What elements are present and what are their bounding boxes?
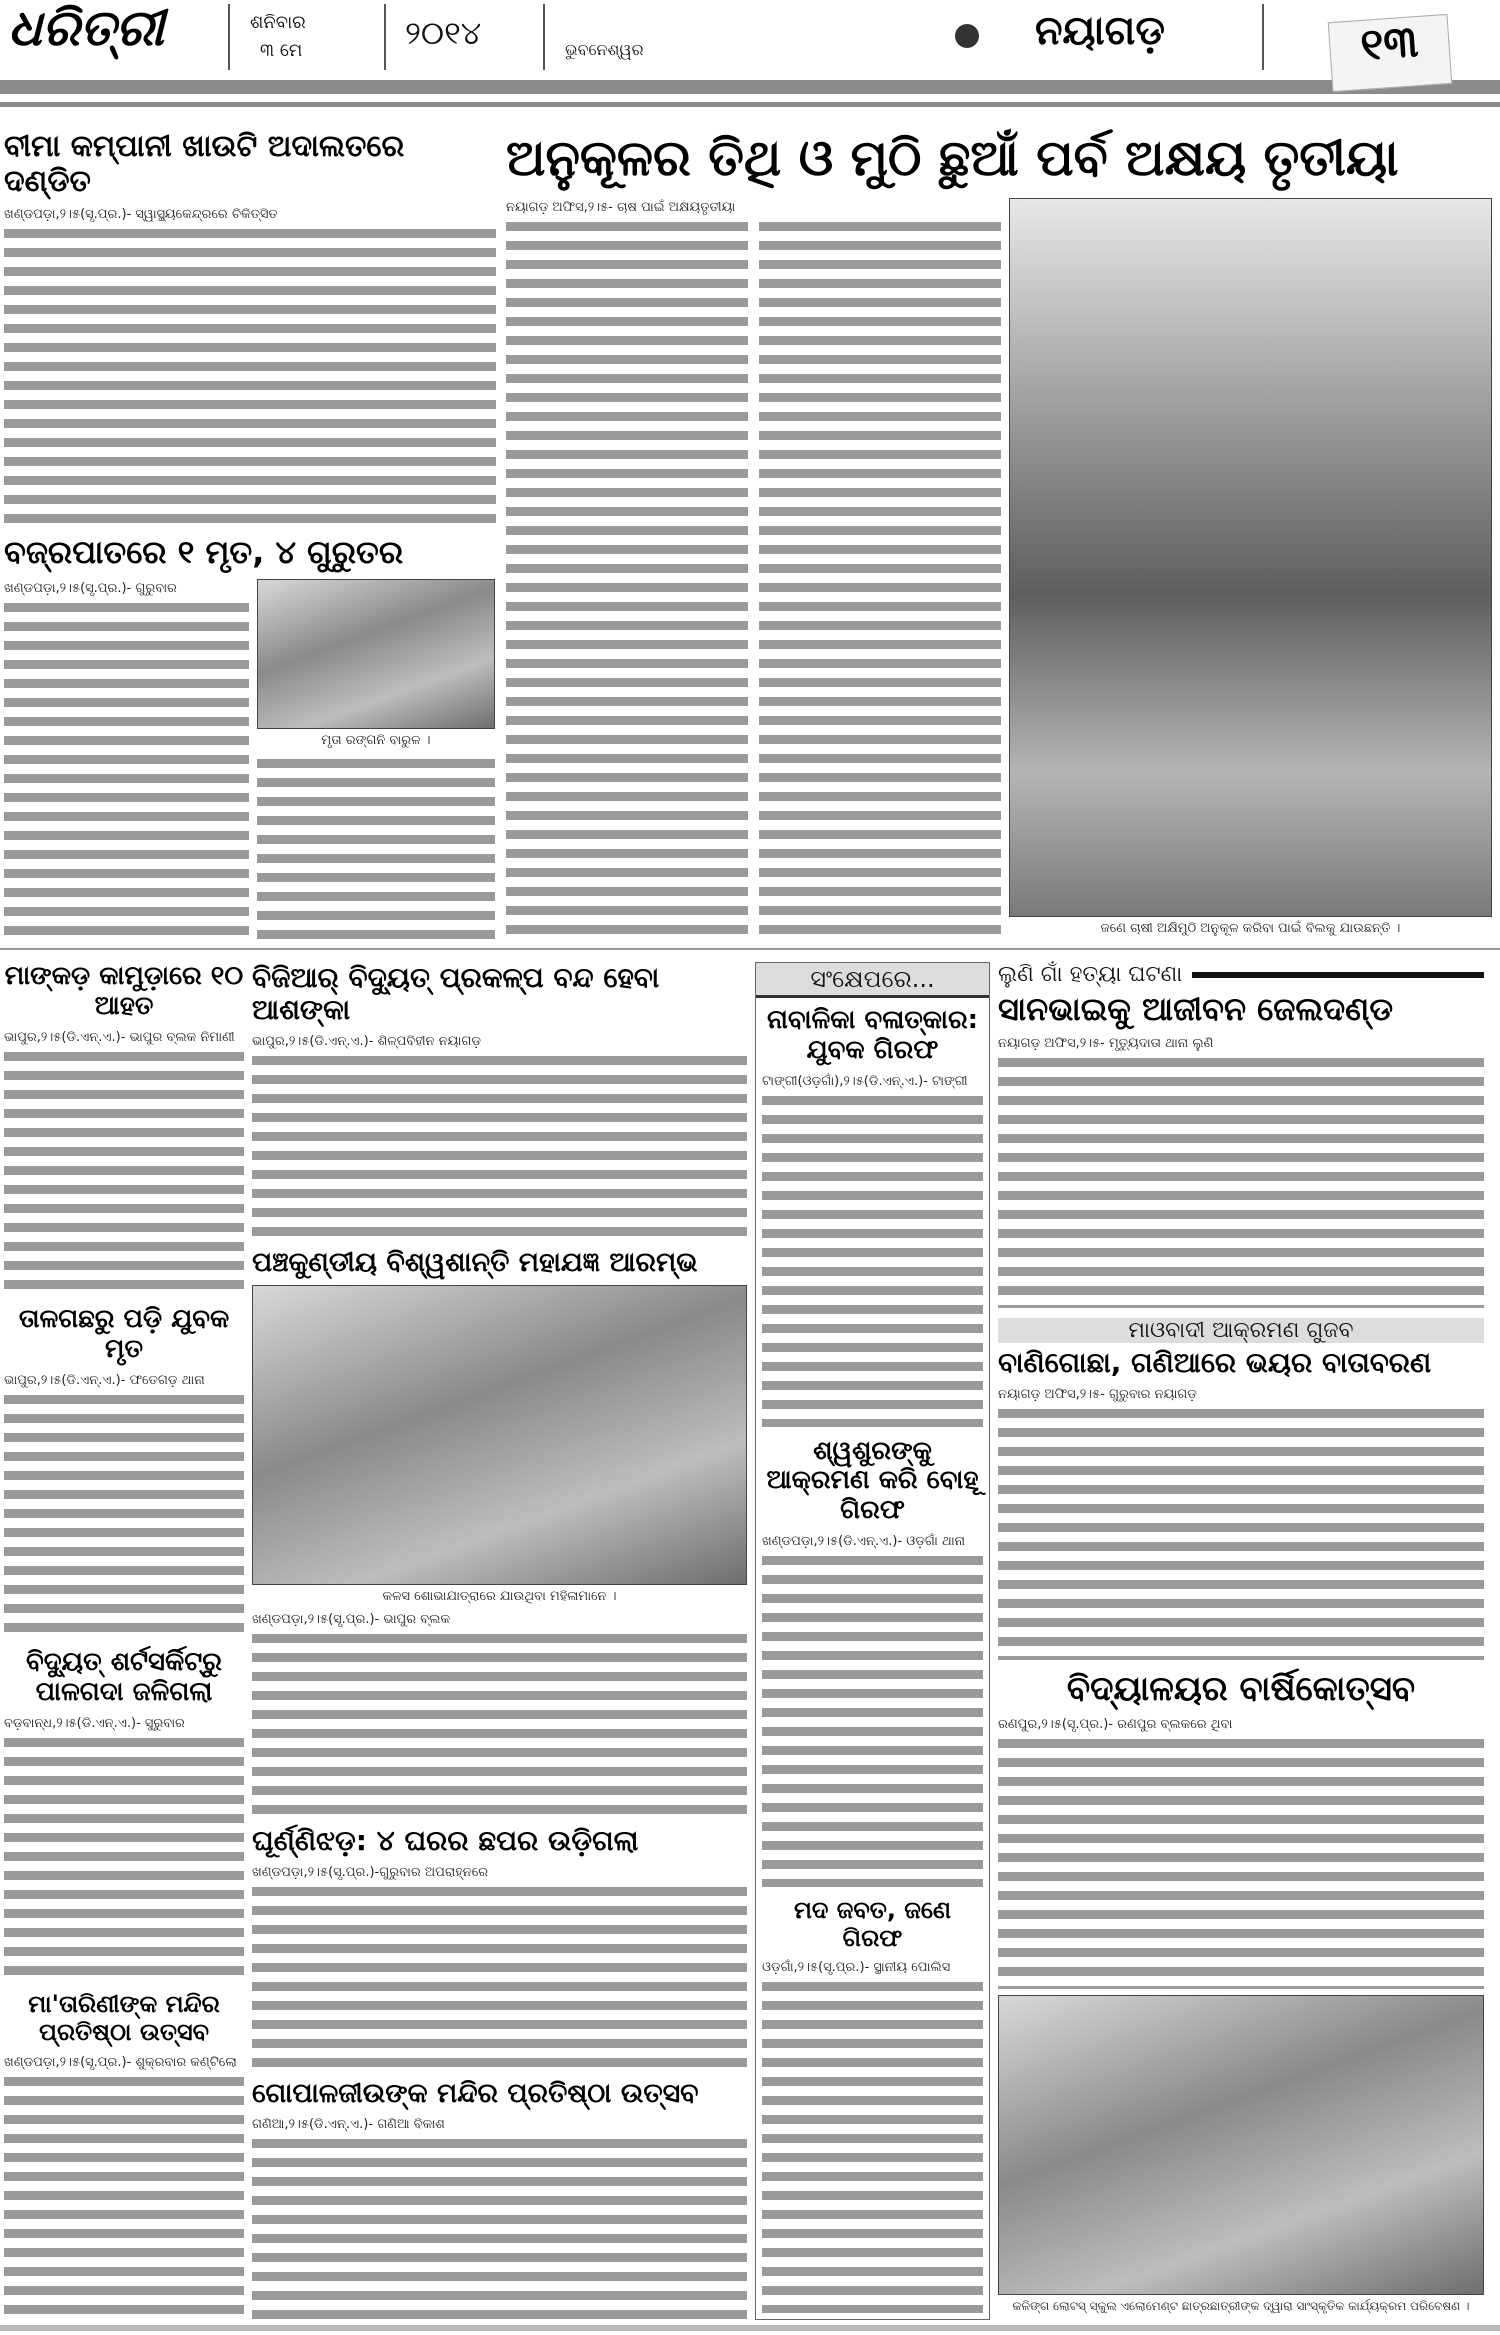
story-headline: ବଜ୍ରପାତରେ ୧ ମୃତ, ୪ ଗୁରୁତର bbox=[4, 533, 404, 571]
farmer-photo bbox=[1009, 198, 1492, 918]
lead-story bbox=[506, 130, 1492, 942]
section-rule bbox=[0, 948, 1500, 950]
story-dateline: ଖଣ୍ଡପଡ଼ା,୨।୫(ସୃ.ପ୍ର.)- ଗୁରୁବାର bbox=[4, 580, 177, 596]
story-kicker: ଲୁଣି ଗାଁ ହତ୍ୟା ଘଟଣା bbox=[998, 962, 1183, 987]
newspaper-logo: ଧରିତ୍ରୀ bbox=[8, 0, 165, 57]
story-dateline: ଭାପୁର,୨।୫(ଡି.ଏନ୍.ଏ.)- ଶିଳ୍ପବିହୀନ ନୟାଗଡ଼ bbox=[252, 1034, 481, 1050]
lower-section bbox=[0, 962, 1500, 2320]
story-headline: ଘୂର୍ଣ୍ଣିଝଡ଼: ୪ ଘରର ଛପର ଉଡ଼ିଗଲା bbox=[252, 1823, 639, 1857]
photo-caption: ଜଣେ ଚାଷୀ ଅକ୍ଷିମୁଠି ଅନୁକୂଳ କରିବା ପାଇଁ ବିଲକୁ ଯାଉଛନ୍ତି । bbox=[1100, 921, 1401, 936]
story-body bbox=[4, 224, 496, 524]
story-dateline: ନୟାଗଡ଼ ଅଫିସ,୨।୫- ଗୁରୁବାର ନୟାଗଡ଼ bbox=[998, 1387, 1197, 1403]
story-headline: ସାନଭାଇକୁ ଆଜୀବନ ଜେଲଦଣ୍ଡ bbox=[998, 990, 1394, 1028]
masthead-rule bbox=[0, 102, 1500, 107]
photo-caption: କଳସ ଶୋଭାଯାତ୍ରାରେ ଯାଉଥିବା ମହିଳାମାନେ । bbox=[382, 1588, 617, 1604]
lead-body bbox=[506, 217, 1001, 943]
story-body bbox=[998, 1053, 1484, 1308]
story-headline: ତାଳଗଛରୁ ପଡ଼ି ଯୁବକ ମୃତ bbox=[18, 1304, 230, 1365]
story-dateline: ଖଣ୍ଡପଡ଼ା,୨।୫(ଡି.ଏନ୍.ଏ.)- ଓଡ଼ଗାଁ ଥାନା bbox=[762, 1534, 966, 1550]
story-dateline: ଖଣ୍ଡପଡ଼ା,୨।୫(ସୃ.ପ୍ର.)- ଶୁକ୍ରବାର କଣ୍ଟିଲୋ bbox=[4, 2054, 237, 2070]
story-dateline: ନୟାଗଡ଼ ଅଫିସ,୨।୫- ମୃତ୍ୟୁଦାତା ଥାନା ଲୁଣି bbox=[998, 1035, 1214, 1051]
photo-caption: କଳିଙ୍ଗ ଲୋଟସ୍ ସ୍କୁଲ ଏଲୋମେଣ୍ଟ ଛାତ୍ରଛାତ୍ରୀଙ୍କ ଦ୍ୱାରା ସାଂସ୍କୃତିକ କାର୍ଯ୍ୟକ୍ରମ ପରିବେଷଣ । bbox=[1012, 2299, 1470, 2314]
date: ୩ ମେ bbox=[260, 40, 303, 61]
story-dateline: ଭାପୁର,୨।୫(ଡି.ଏନ୍.ଏ.)- ଭାପୁର ବ୍ଲକ ନିମାଣୀ bbox=[4, 1029, 235, 1045]
story-body bbox=[4, 1733, 244, 1981]
procession-photo bbox=[252, 1285, 747, 1585]
story-headline: ବାଣିଗୋଛା, ଗଣିଆରେ ଭୟର ବାତାବରଣ bbox=[998, 1346, 1432, 1380]
story-body bbox=[252, 1629, 747, 1815]
story-body bbox=[252, 1882, 747, 2068]
story-headline: ବିଜିଆର୍ ବିଦ୍ୟୁତ୍ ପ୍ରକଳ୍ପ ବନ୍ଦ ହେବା ଆଶଙ୍କା bbox=[252, 961, 660, 1027]
story-body bbox=[252, 1051, 747, 1237]
story-body bbox=[252, 2134, 747, 2320]
story-dateline: ଖଣ୍ଡପଡ଼ା,୨।୫(ସୃ.ପ୍ର.)- ସ୍ୱାସ୍ଥ୍ୟକେନ୍ଦ୍ରରେ ଚିକିତ୍ସିତ bbox=[4, 207, 278, 222]
story-body bbox=[4, 1047, 244, 1295]
masthead-bar bbox=[0, 80, 1500, 94]
year: ୨୦୧୪ bbox=[405, 14, 482, 52]
story-headline: ମାଙ୍କଡ଼ କାମୁଡ଼ାରେ ୧୦ ଆହତ bbox=[4, 961, 244, 1021]
briefs-box bbox=[755, 962, 990, 2320]
story-dateline: ଟାଙ୍ଗୀ(ଓଡ଼ଗାଁ),୨।୫(ଡି.ଏନ୍.ଏ.)- ଟାଙ୍ଗୀ bbox=[762, 1073, 968, 1089]
story-dateline: ଖଣ୍ଡପଡ଼ା,୨।୫(ସୃ.ପ୍ର.)- ଭାପୁର ବ୍ଲକ bbox=[252, 1611, 451, 1627]
page-number: ୧୩ bbox=[1328, 14, 1453, 92]
footer-rule bbox=[0, 2325, 1500, 2331]
story-body bbox=[4, 2072, 244, 2320]
masthead bbox=[0, 0, 1500, 80]
section-name: ନୟାଗଡ଼ bbox=[1035, 8, 1166, 54]
city: ଭୁବନେଶ୍ୱର bbox=[565, 40, 644, 59]
story-dateline: ଓଡ଼ଗାଁ,୨।୫(ସୃ.ପ୍ର.)- ସ୍ଥାନୀୟ ପୋଲିସ bbox=[762, 1960, 951, 1976]
top-section bbox=[0, 130, 1500, 942]
story-dateline: ଗଣିଆ,୨।୫(ଡି.ଏନ୍.ଏ.)- ଗଣିଆ ବିକାଶ bbox=[252, 2116, 445, 2132]
story-headline: ଶ୍ୱଶୁରଙ୍କୁ ଆକ୍ରମଣ କରି ବୋହୂ ଗିରଫ bbox=[766, 1435, 979, 1526]
lead-dateline: ନୟାଗଡ଼ ଅଫିସ,୨।୫- ଚାଷ ପାଇଁ ଅକ୍ଷୟତୃତୀୟା bbox=[506, 199, 736, 215]
story-body bbox=[998, 1734, 1484, 1989]
story-body bbox=[762, 1551, 983, 1887]
story-headline: ବିଦ୍ୟୁତ୍ ଶର୍ଟସର୍କିଟ୍‌ରୁ ପାଳଗଦା ଜଳିଗଲା bbox=[26, 1647, 222, 1708]
story-body bbox=[762, 1977, 983, 2313]
story-headline: ମଦ ଜବତ, ଜଣେ ଗିରଫ bbox=[793, 1896, 952, 1952]
story-headline: ନାବାଳିକା ବଳାତ୍କାର: ଯୁବକ ଗିରଫ bbox=[766, 1005, 979, 1065]
lower-left-column bbox=[4, 962, 244, 2320]
photo-caption: ମୃତା ରଙ୍ଗନି ବାରୁଳ । bbox=[321, 732, 431, 748]
story-dateline: ରଣପୁର,୨।୫(ସୃ.ପ୍ର.)- ରଣପୁର ବ୍ଲକରେ ଥିବା bbox=[998, 1716, 1233, 1732]
play-icon bbox=[955, 24, 979, 48]
story-dateline: ଭାପୁର,୨।୫(ଡି.ଏନ୍.ଏ.)- ଫତେଗଡ଼ ଥାନା bbox=[4, 1372, 205, 1388]
story-kicker: ମାଓବାଦୀ ଆକ୍ରମଣ ଗୁଜବ bbox=[998, 1318, 1484, 1343]
school-event-photo bbox=[998, 1995, 1484, 2295]
story-headline: ମା'ତାରିଣୀଙ୍କ ମନ୍ଦିର ପ୍ରତିଷ୍ଠା ଉତ୍ସବ bbox=[28, 1990, 220, 2047]
day: ଶନିବାର bbox=[250, 12, 306, 33]
story-body-cont bbox=[257, 754, 495, 942]
briefs-title: ସଂକ୍ଷେପରେ... bbox=[756, 963, 989, 998]
story-body bbox=[998, 1404, 1484, 1659]
kicker-rule bbox=[1192, 972, 1484, 978]
story-headline: ଗୋପାଳଜୀଉଙ୍କ ମନ୍ଦିର ପ୍ରତିଷ୍ଠା ଉତ୍ସବ bbox=[252, 2077, 699, 2109]
story-headline: ବିଦ୍ୟାଳୟର ବାର୍ଷିକୋତ୍ସବ bbox=[1066, 1668, 1416, 1709]
story-headline: ବୀମା କମ୍ପାନୀ ଖାଉଟି ଅଦାଲତରେ ଦଣ୍ଡିତ bbox=[4, 129, 405, 199]
lower-right-column bbox=[998, 962, 1484, 2320]
lead-headline: ଅନୁକୂଳର ତିଥି ଓ ମୁଠି ଛୁଆଁ ପର୍ବ ଅକ୍ଷୟ ତୃତୀୟା bbox=[506, 129, 1399, 187]
victim-photo bbox=[257, 579, 495, 729]
story-dateline: ଖଣ୍ଡପଡ଼ା,୨।୫(ସୃ.ପ୍ର.)-ଗୁରୁବାର ଅପରାହ୍ନରେ bbox=[252, 1864, 489, 1880]
story-headline: ପଞ୍ଚକୁଣ୍ଡୀୟ ବିଶ୍ୱଶାନ୍ତି ମହାଯଜ୍ଞ ଆରମ୍ଭ bbox=[252, 1247, 698, 1279]
story-body bbox=[4, 1390, 244, 1638]
story-body bbox=[762, 1091, 983, 1427]
story-dateline: ବଡ଼ବାନ୍ଧ,୨।୫(ଡି.ଏନ୍.ଏ.)- ସୁରୁବାର bbox=[4, 1716, 185, 1732]
lower-middle-column bbox=[252, 962, 747, 2320]
story-body bbox=[4, 598, 249, 942]
left-top-column bbox=[4, 130, 496, 942]
